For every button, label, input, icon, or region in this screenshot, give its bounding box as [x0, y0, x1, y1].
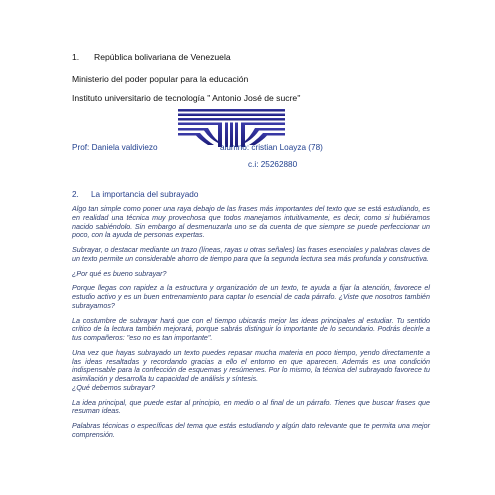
- paragraph: La idea principal, que puede estar al principio, en medio o al final de un párrafo. Tienes que buscar frases que resuman ideas.: [72, 398, 430, 416]
- section-heading: [72, 190, 198, 199]
- header-item-number: 1.: [72, 52, 80, 62]
- paragraph: ¿Por qué es bueno subrayar?: [72, 269, 167, 278]
- body-text: [72, 205, 430, 446]
- header-republic: República bolivariana de Venezuela: [94, 52, 231, 62]
- paragraph: Algo tan simple como poner una raya debajo de las frases más importantes del texto que se está estudiando, es en realidad una técnica muy provechosa que todos manejamos intuitivamente, es decir, como si hubiéramos nacido sabiéndolo. Sin embargo al desmenuzarla uno se da cuenta de que siempre se puede perfeccionar un poco, con la ayuda de personas expertas.: [72, 205, 430, 240]
- student-id: c.i: 25262880: [248, 160, 298, 169]
- professor-name: Prof: Daniela valdiviezo: [72, 143, 158, 152]
- paragraph: Una vez que hayas subrayado un texto puedes repasar mucha materia en poco tiempo, yendo directamente a las ideas resaltadas y recordando gracias a ello el entorno en que aparecen. Además es una condición indispensable para la confección de esquemas y resúmenes. Por lo mismo, la técnica del subrayado favorece tu asimilación y desarrolla tu capacidad de análisis y síntesis. ¿Qué debemos subrayar?: [72, 348, 430, 392]
- paragraph: La costumbre de subrayar hará que con el tiempo ubicarás mejor las ideas principales al estudiar. Tu sentido crítico de la lectura también mejorará, porque sabrás distinguir lo importante de lo secundario. Podrás decirle a tus compañeros: "eso no es tan importante".: [72, 316, 430, 342]
- header-ministry: Ministerio del poder popular para la educación: [72, 74, 249, 84]
- section-title: La importancia del subrayado: [91, 190, 199, 199]
- paragraph: Subrayar, o destacar mediante un trazo (líneas, rayas u otras señales) las frases esenciales y palabras claves de un texto permite un considerable ahorro de tiempo para que la segunda lectura sea más profunda y constructiva.: [72, 246, 431, 263]
- header-institute: Instituto universitario de tecnología " Antonio José de sucre'': [72, 93, 301, 103]
- paragraph: Porque llegas con rapidez a la estructura y organización de un texto, te ayuda a fijar la atención, favorece el estudio activo y es un buen entrenamiento para captar lo esencial de cada párrafo. ¿Viste que nosotros también subrayamos?: [72, 284, 430, 310]
- student-name: alumno: cristian Loayza (78): [220, 143, 323, 152]
- header-line-1: [72, 52, 231, 62]
- institute-logo-icon: [178, 109, 285, 147]
- section-number: 2.: [72, 190, 79, 199]
- paragraph: Palabras técnicas o específicas del tema que estás estudiando y algún dato relevante que te permita una mejor comprensión.: [72, 422, 430, 439]
